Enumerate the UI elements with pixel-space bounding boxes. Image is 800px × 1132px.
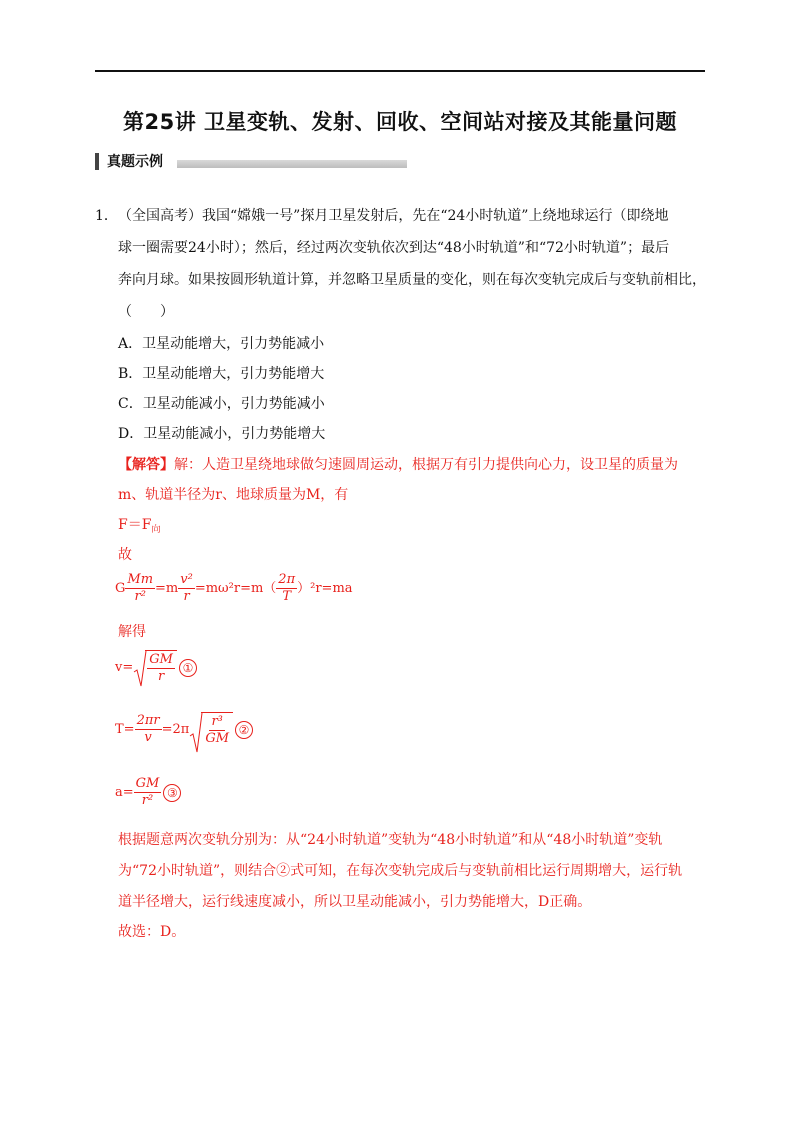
eq1-den-1: r² bbox=[134, 589, 146, 604]
eq1-den-2: r bbox=[183, 589, 190, 604]
eq2-sqrt bbox=[133, 650, 177, 685]
eq3-rnum: r³ bbox=[211, 714, 223, 729]
eq3-frac bbox=[135, 713, 162, 746]
eq3-rden: GM bbox=[205, 731, 230, 746]
eq1-mid-2: =mω²r=m（ bbox=[194, 581, 277, 596]
eq3-mid: =2π bbox=[161, 722, 190, 737]
eq1-num-3: 2π bbox=[278, 572, 296, 587]
eq2-num: GM bbox=[149, 652, 173, 667]
conclusion-line-2: 为“72小时轨道”，则结合②式可知，在每次变轨完成后与变轨前相比运行周期增大，运行轨 bbox=[118, 863, 683, 879]
option-b: B．卫星动能增大，引力势能增大 bbox=[118, 366, 325, 382]
final-answer: 故选：D。 bbox=[118, 924, 186, 940]
eq4-frac bbox=[134, 776, 162, 809]
equation-period bbox=[115, 712, 253, 747]
eq2-lhs: v= bbox=[115, 660, 134, 675]
section-header bbox=[95, 151, 407, 171]
conclusion-line-1: 根据题意两次变轨分别为：从“24小时轨道”变轨为“48小时轨道”和从“48小时轨道”变轨 bbox=[118, 832, 663, 848]
eq2-mark: ① bbox=[179, 659, 197, 677]
header-rule bbox=[95, 70, 705, 72]
eq4-den: r² bbox=[141, 793, 154, 808]
eq1-mid-1: =m bbox=[155, 581, 179, 596]
eq1-frac-2 bbox=[178, 572, 195, 605]
page-title: 第25讲 卫星变轨、发射、回收、空间站对接及其能量问题 bbox=[122, 110, 678, 134]
eq4-lhs: a= bbox=[115, 785, 134, 800]
equation-acceleration bbox=[115, 776, 181, 809]
section-shade-bar bbox=[177, 160, 407, 168]
option-a: A．卫星动能增大，引力势能减小 bbox=[118, 336, 325, 352]
equation-f bbox=[118, 515, 160, 537]
eq3-num: 2πr bbox=[136, 713, 160, 728]
eq1-frac-3 bbox=[276, 572, 297, 605]
sqrt-sign-icon bbox=[189, 712, 203, 754]
eq1-num-1: Mm bbox=[127, 572, 154, 587]
eq1-den-3: T bbox=[282, 589, 292, 604]
option-d: D．卫星动能减小，引力势能增大 bbox=[118, 426, 326, 442]
eq4-num: GM bbox=[135, 776, 160, 791]
answer-intro bbox=[118, 455, 678, 475]
section-label: 真题示例 bbox=[107, 154, 163, 170]
equation-gravity bbox=[115, 572, 353, 605]
section-marker bbox=[95, 153, 99, 170]
question-line-2: 球一圈需要24小时）；然后，经过两次变轨依次到达“48小时轨道”和“72小时轨道”；最后 bbox=[118, 240, 670, 256]
question-line-1: （全国高考）我国“嫦娥一号”探月卫星发射后，先在“24小时轨道”上绕地球运行（即绕地 bbox=[118, 208, 669, 224]
option-c: C．卫星动能减小，引力势能减小 bbox=[118, 396, 325, 412]
eq1-tail: ）²r=ma bbox=[297, 581, 353, 596]
eq2-den: r bbox=[157, 669, 165, 684]
eq3-lhs: T bbox=[115, 722, 124, 737]
question-line-3: 奔向月球。如果按圆形轨道计算，并忽略卫星质量的变化，则在每次变轨完成后与变轨前相比， bbox=[118, 272, 706, 288]
eq3-eq: = bbox=[123, 722, 135, 737]
equation-velocity bbox=[115, 650, 197, 685]
eq3-mark: ② bbox=[235, 721, 253, 739]
equation-f-sub: 向 bbox=[151, 525, 161, 535]
answer-line-2: m、轨道半径为r、地球质量为M，有 bbox=[118, 487, 349, 503]
answer-line-1: 解：人造卫星绕地球做匀速圆周运动，根据万有引力提供向心力，设卫星的质量为 bbox=[174, 457, 678, 473]
conclusion-line-3: 道半径增大，运行线速度减小，所以卫星动能减小，引力势能增大，D正确。 bbox=[118, 894, 592, 910]
eq4-mark: ③ bbox=[163, 784, 181, 802]
question-number: 1． bbox=[95, 208, 118, 224]
eq1-frac-1 bbox=[125, 572, 155, 605]
eq3-sqrt bbox=[189, 712, 233, 747]
jiede-text: 解得 bbox=[118, 624, 146, 640]
eq1-num-2: v² bbox=[180, 572, 193, 587]
eq1-prefix: G bbox=[115, 581, 126, 596]
gu-text: 故 bbox=[118, 547, 132, 563]
equation-f-text: F＝F bbox=[118, 517, 152, 533]
answer-tag: 【解答】 bbox=[118, 457, 174, 473]
eq3-den: v bbox=[144, 730, 152, 745]
question-blank: （ ） bbox=[118, 304, 174, 320]
sqrt-sign-icon bbox=[133, 650, 147, 688]
